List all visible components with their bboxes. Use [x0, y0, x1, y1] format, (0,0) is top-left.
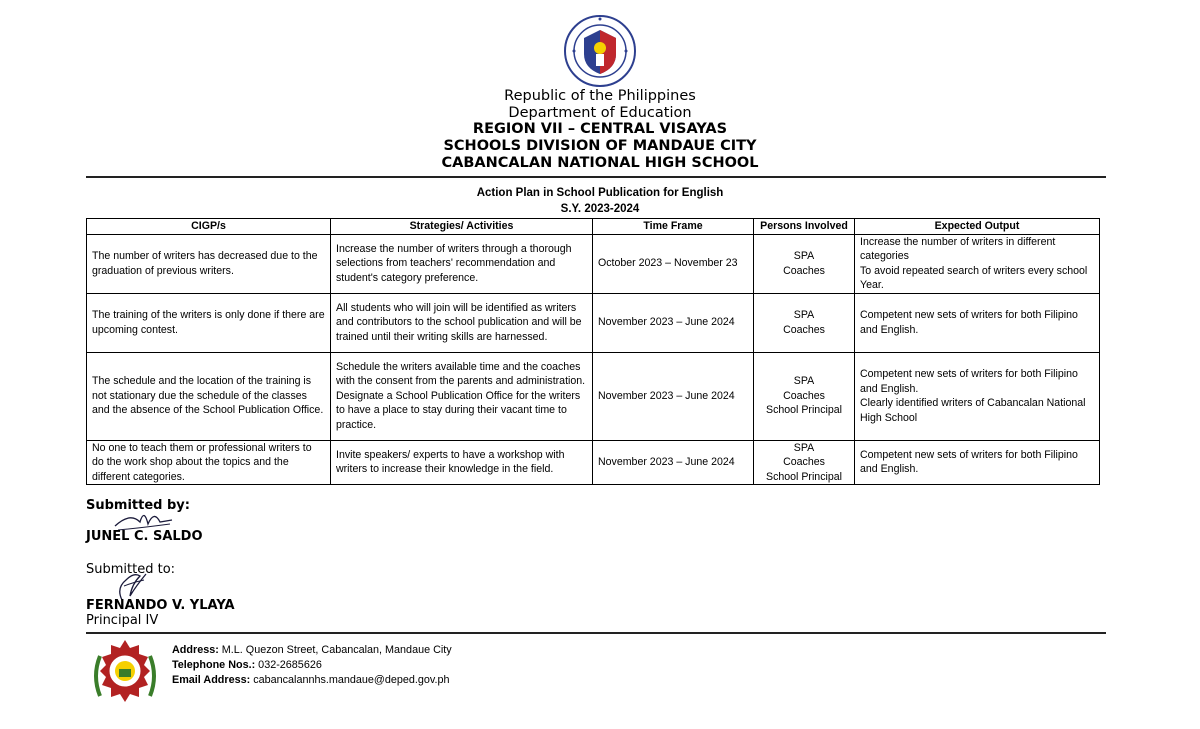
- header-department: Department of Education: [508, 105, 692, 121]
- header-divider: [86, 176, 1106, 178]
- email-value: cabancalannhs.mandaue@deped.gov.ph: [250, 674, 450, 686]
- output-cell: [855, 352, 1100, 440]
- person-text: SPA: [793, 250, 815, 262]
- header-division: SCHOOLS DIVISION OF MANDAUE CITY: [443, 138, 757, 154]
- footer-divider: [86, 632, 1106, 634]
- header-school: CABANCALAN NATIONAL HIGH SCHOOL: [441, 155, 759, 171]
- strategy-text: All students who will join will be identified as writers and contributors to the school publication and will be trained until their writing skills are harnessed.: [336, 301, 582, 343]
- persons-cell: [754, 352, 855, 440]
- submitted-to-name: FERNANDO V. YLAYA: [86, 598, 235, 613]
- table-row: [87, 352, 1100, 440]
- person-text: Coaches: [783, 264, 825, 277]
- person-text: Coaches: [783, 456, 825, 468]
- deped-seal-logo: [563, 14, 637, 88]
- table-row: [87, 234, 1100, 293]
- column-header-strategies: Strategies/ Activities: [331, 219, 593, 235]
- strategies-cell: [331, 234, 593, 293]
- output-text: Competent new sets of writers for both Filipino and English.: [860, 309, 1078, 336]
- column-header-cigp: CIGP/s: [87, 219, 331, 235]
- cigp-cell: The training of the writers is only done if there are upcoming contest.: [87, 293, 331, 352]
- output-text: Competent new sets of writers for both Filipino and English.: [860, 448, 1078, 476]
- persons-cell: [754, 234, 855, 293]
- column-header-expected-output: Expected Output: [855, 219, 1100, 235]
- document-title: Action Plan in School Publication for English: [476, 187, 724, 199]
- cigp-cell: The number of writers has decreased due to the graduation of previous writers.: [87, 234, 331, 293]
- column-header-time-frame: Time Frame: [593, 219, 754, 235]
- persons-cell: [754, 440, 855, 485]
- output-cell: [855, 293, 1100, 352]
- column-header-persons-involved: Persons Involved: [754, 219, 855, 235]
- person-text: School Principal: [766, 470, 842, 483]
- address-label: Address:: [172, 644, 219, 656]
- submitted-by-label: Submitted by:: [86, 498, 190, 513]
- strategy-text: Designate a School Publication Office for the writers to have a place to stay during their vacant time to practice.: [336, 389, 581, 431]
- strategies-cell: [331, 352, 593, 440]
- person-text: School Principal: [766, 404, 842, 417]
- cigp-cell: No one to teach them or professional writers to do the work shop about the topics and the different categories.: [87, 440, 331, 485]
- person-text: SPA: [793, 309, 815, 321]
- output-cell: [855, 234, 1100, 293]
- action-plan-table: [86, 218, 1100, 485]
- output-text: To avoid repeated search of writers every school Year.: [860, 264, 1088, 291]
- strategy-text: Invite speakers/ experts to have a workshop with writers to increase their knowledge in the field.: [336, 448, 565, 476]
- submitted-to-position: Principal IV: [86, 613, 159, 628]
- school-logo: [90, 636, 160, 706]
- submitted-by-name: JUNEL C. SALDO: [86, 529, 203, 544]
- phone-label: Telephone Nos.:: [172, 659, 256, 671]
- phone-value: 032-2685626: [255, 659, 322, 671]
- strategies-cell: [331, 440, 593, 485]
- time-frame-cell: November 2023 – June 2024: [593, 440, 754, 485]
- person-text: SPA: [793, 441, 815, 454]
- time-frame-cell: November 2023 – June 2024: [593, 352, 754, 440]
- strategy-text: Increase the number of writers through a thorough selections from teachers' recommendation and student's category preference.: [336, 242, 572, 284]
- person-text: Coaches: [783, 389, 825, 402]
- header-republic: Republic of the Philippines: [504, 88, 696, 104]
- time-frame-cell: October 2023 – November 23: [593, 234, 754, 293]
- school-year: S.Y. 2023-2024: [560, 203, 640, 215]
- table-header-row: [87, 219, 1100, 235]
- table-row: [87, 440, 1100, 485]
- footer-phone: [172, 659, 322, 671]
- output-text: Clearly identified writers of Cabancalan National High School: [860, 397, 1086, 424]
- strategy-text: Schedule the writers available time and the coaches with the consent from the parents and administration.: [336, 360, 586, 388]
- time-frame-cell: November 2023 – June 2024: [593, 293, 754, 352]
- output-cell: [855, 440, 1100, 485]
- output-text: Increase the number of writers in different categories: [860, 235, 1056, 262]
- footer-email: [172, 674, 449, 686]
- person-text: Coaches: [783, 323, 825, 336]
- person-text: SPA: [793, 375, 815, 388]
- table-row: [87, 293, 1100, 352]
- strategies-cell: [331, 293, 593, 352]
- header-region: REGION VII – CENTRAL VISAYAS: [472, 121, 728, 137]
- address-value: M.L. Quezon Street, Cabancalan, Mandaue City: [218, 644, 452, 656]
- footer-address: [172, 644, 452, 656]
- output-text: Competent new sets of writers for both Filipino and English.: [860, 368, 1078, 395]
- email-label: Email Address:: [172, 674, 251, 686]
- cigp-cell: The schedule and the location of the training is not stationary due the schedule of the classes and the absence of the School Publication Office.: [87, 352, 331, 440]
- submitted-to-label: Submitted to:: [86, 562, 176, 577]
- persons-cell: [754, 293, 855, 352]
